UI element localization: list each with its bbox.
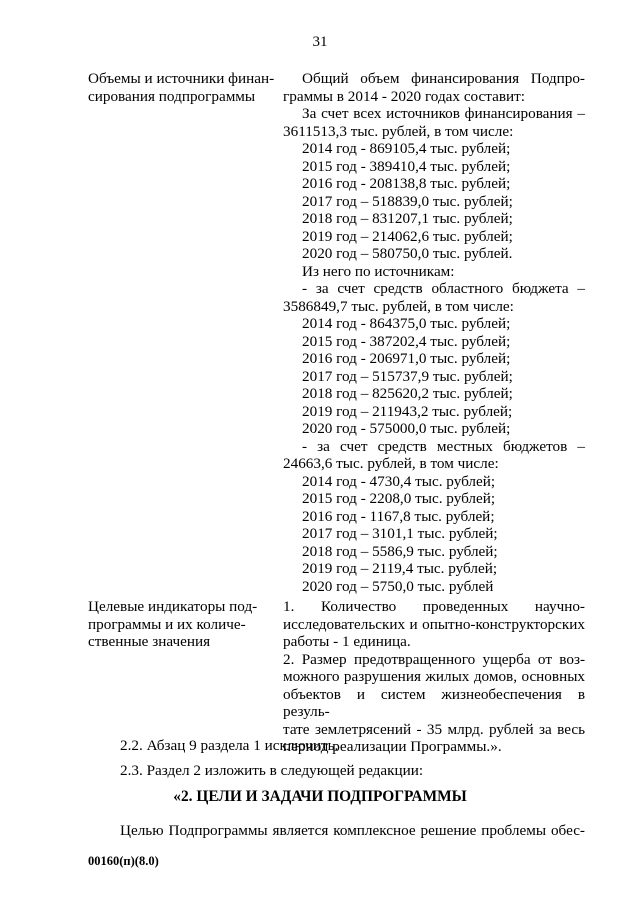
local-year: 2015 год - 2208,0 тыс. рублей; [302,490,496,507]
local-year: 2014 год - 4730,4 тыс. рублей; [302,472,496,490]
total-year: 2016 год - 208138,8 тыс. рублей; [302,175,511,192]
label-line: Целевые индикаторы под- [88,598,258,615]
total-year: 2019 год – 214062,6 тыс. рублей; [302,227,513,245]
total-year: 2018 год – 831207,1 тыс. рублей; [302,210,513,227]
total-year: 2017 год – 518839,0 тыс. рублей; [302,192,513,210]
regional-year: 2016 год - 206971,0 тыс. рублей; [302,350,511,367]
local-year: 2016 год - 1167,8 тыс. рублей; [302,507,495,525]
page-number: 31 [312,34,328,50]
footer-code: 00160(п)(8.0) [88,854,159,868]
indicator-1-line: работы - 1 единица. [283,633,411,650]
regional-year: 2015 год - 387202,4 тыс. рублей; [302,332,511,350]
label-line: программы и их количе- [88,615,246,633]
total-line: За счет всех источников финансирования – [302,105,585,122]
intro-line: Общий объем финансирования Подпро- [302,70,585,87]
financing-label [88,70,278,105]
body-text: Целью Подпрограммы является комплексное решение проблемы обес- [120,822,585,839]
paragraph-2-3: 2.3. Раздел 2 изложить в следующей редакции: [120,762,424,779]
paragraph-2-2: 2.2. Абзац 9 раздела 1 исключить. [120,737,339,754]
local-year: 2019 год – 2119,4 тыс. рублей; [302,560,498,577]
total-year: 2020 год – 580750,0 тыс. рублей. [302,245,513,262]
regional-year: 2019 год – 211943,2 тыс. рублей; [302,402,513,420]
total-line: 3611513,3 тыс. рублей, в том числе: [283,122,514,140]
section-heading: «2. ЦЕЛИ И ЗАДАЧИ ПОДПРОГРАММЫ [173,788,467,805]
indicator-1-line: исследовательских и опытно-конструкторских [283,615,585,633]
regional-year: 2014 год - 864375,0 тыс. рублей; [302,315,511,332]
local-year: 2017 год – 3101,1 тыс. рублей; [302,525,498,542]
local-year: 2020 год – 5750,0 тыс. рублей [302,577,494,595]
total-year: 2014 год - 869105,4 тыс. рублей; [302,140,511,157]
intro-line: граммы в 2014 - 2020 годах составит: [283,87,525,105]
total-year: 2015 год - 389410,4 тыс. рублей; [302,157,511,175]
indicator-2-line: объектов и систем жизнеобеспечения в резуль- [283,685,585,720]
regional-line: 3586849,7 тыс. рублей, в том числе: [283,297,514,315]
regional-year: 2017 год – 515737,9 тыс. рублей; [302,367,513,385]
indicator-2-line: тате землетрясений - 35 млрд. рублей за весь [283,720,585,738]
indicators-details [283,598,585,756]
indicator-2-line: период реализации Программы.». [283,738,502,755]
indicator-2-line: можного разрушения жилых домов, основных [283,668,585,685]
regional-line: - за счет средств областного бюджета – [302,280,585,297]
indicators-label [88,598,278,651]
local-year: 2018 год – 5586,9 тыс. рублей; [302,542,498,560]
sources-heading: Из него по источникам: [302,262,455,280]
label-line: сирования подпрограммы [88,87,256,105]
regional-year: 2020 год - 575000,0 тыс. рублей; [302,420,511,437]
financing-details [283,70,585,595]
label-line: Объемы и источники финан- [88,70,275,87]
label-line: ственные значения [88,633,211,650]
indicator-1-line: 1. Количество проведенных научно- [283,598,585,615]
local-line: 24663,6 тыс. рублей, в том числе: [283,455,499,472]
regional-year: 2018 год – 825620,2 тыс. рублей; [302,385,513,402]
local-line: - за счет средств местных бюджетов – [302,437,585,455]
indicator-2-line: 2. Размер предотвращенного ущерба от воз- [283,650,585,668]
